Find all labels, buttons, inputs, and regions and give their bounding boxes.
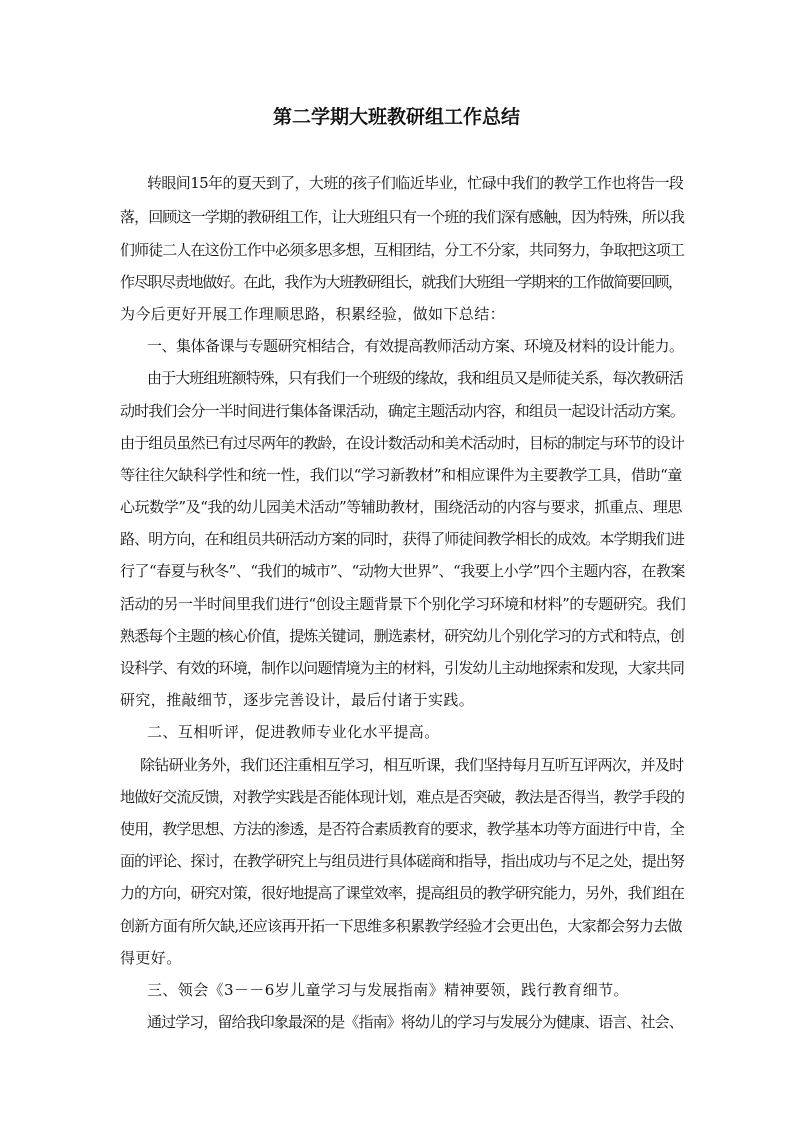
paragraph-line: 力的方向，研究对策，很好地提高了课堂效率，提高组员的教学研究能力，另外，我们组在: [120, 884, 685, 902]
paragraph-line: 动时我们会分一半时间进行集体备课活动，确定主题活动内容，和组员一起设计活动方案。: [120, 402, 685, 420]
paragraph-line: 地做好交流反馈，对教学实践是否能体现计划，难点是否突破，教法是否得当，教学手段的: [120, 788, 685, 806]
paragraph-line: 路、明方向，在和组员共研活动方案的同时，获得了师徒间教学相长的成效。本学期我们进: [120, 530, 685, 548]
paragraph-line: 除钻研业务外，我们还注重相互学习，相互听课，我们坚持每月互听互评两次，并及时: [140, 756, 684, 774]
paragraph-line: 由于大班组班额特殊，只有我们一个班级的缘故，我和组员又是师徒关系，每次教研活: [147, 369, 683, 387]
paragraph-line: 面的评论、探讨，在教学研究上与组员进行具体磋商和指导，指出成功与不足之处，提出努: [120, 852, 685, 870]
section-heading: 二、互相听评，促进教师专业化水平提高。: [147, 723, 440, 741]
paragraph-line: 研究，推敲细节，逐步完善设计，最后付诸于实践。: [120, 691, 475, 709]
paragraph-line: 使用，教学思想、方法的渗透，是否符合素质教育的要求，教学基本功等方面进行中肯，全: [120, 820, 685, 838]
section-heading: 一、集体备课与专题研究相结合，有效提高教师活动方案、环境及材料的设计能力。: [147, 337, 684, 355]
paragraph-line: 行了“春夏与秋冬”、“我们的城市”、“动物大世界”、“我要上小学”四个主题内容，在教案: [120, 562, 685, 580]
paragraph-line: 为今后更好开展工作理顺思路，积累经验，做如下总结：: [120, 305, 506, 323]
paragraph-line: 落，回顾这一学期的教研组工作，让大班组只有一个班的我们深有感触，因为特殊，所以我: [120, 208, 685, 226]
paragraph-line: 们师徒二人在这份工作中必须多思多想，互相团结，分工不分家，共同努力，争取把这项工: [120, 241, 685, 259]
paragraph-line: 心玩数学”及“我的幼儿园美术活动”等辅助教材，围绕活动的内容与要求，抓重点、理思: [120, 498, 683, 516]
paragraph-line: 设科学、有效的环境，制作以问题情境为主的材料，引发幼儿主动地探索和发现，大家共同: [120, 659, 685, 677]
paragraph-line: 通过学习，留给我印象最深的是《指南》将幼儿的学习与发展分为健康、语言、社会、: [147, 1013, 683, 1031]
page-title: 第二学期大班教研组工作总结: [272, 106, 520, 128]
paragraph-line: 熟悉每个主题的核心价值，提炼关键词，删选素材，研究幼儿个别化学习的方式和特点，创: [120, 627, 685, 645]
paragraph-line: 等往往欠缺科学性和统一性，我们以“学习新教材”和相应课件为主要教学工具，借助“童: [120, 466, 683, 484]
paragraph-line: 作尽职尽责地做好。在此，我作为大班教研组长，就我们大班组一学期来的工作做简要回顾，: [120, 273, 682, 291]
paragraph-line: 得更好。: [120, 949, 182, 967]
paragraph-line: 由于组员虽然已有过尽两年的教龄，在设计数活动和美术活动时，目标的制定与环节的设计: [120, 434, 685, 452]
paragraph-line: 创新方面有所欠缺,还应该再开拓一下思维多积累教学经验才会更出色，大家都会努力去做: [120, 917, 682, 935]
section-heading: 三、领会《3－－6岁儿童学习与发展指南》精神要领，践行教育细节。: [147, 981, 629, 999]
paragraph-line: 转眼间15年的夏天到了，大班的孩子们临近毕业，忙碌中我们的教学工作也将告一段: [147, 174, 684, 192]
paragraph-line: 活动的另一半时间里我们进行“创设主题背景下个别化学习环境和材料”的专题研究。我们: [120, 595, 686, 613]
